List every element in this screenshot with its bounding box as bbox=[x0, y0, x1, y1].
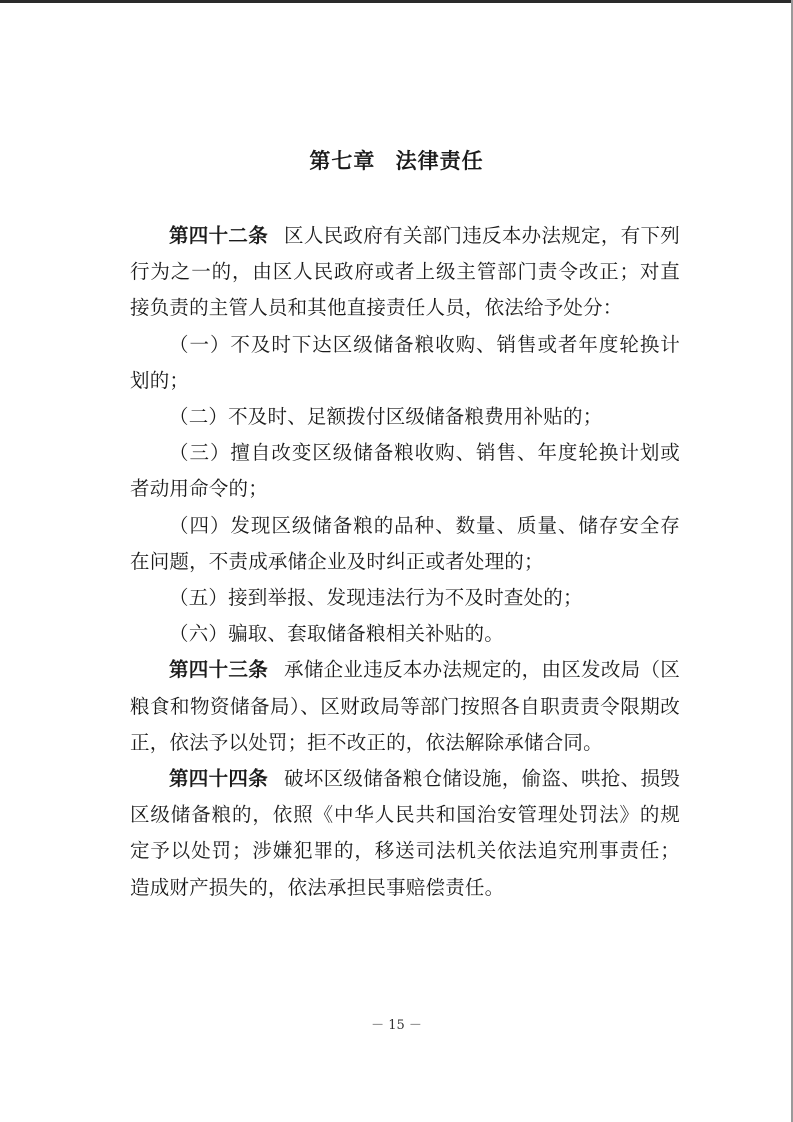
article-number: 第四十四条 bbox=[169, 767, 269, 791]
chapter-title: 第七章 法律责任 bbox=[309, 149, 484, 173]
clause-3 bbox=[130, 435, 680, 507]
article-number: 第四十二条 bbox=[169, 224, 269, 247]
clause-text: （五）接到举报、发现违法行为不及时查处的； bbox=[169, 586, 583, 610]
article-42 bbox=[130, 218, 680, 327]
body-text bbox=[130, 218, 680, 906]
clause-text: （二）不及时、足额拨付区级储备粮费用补贴的； bbox=[169, 405, 603, 429]
article-text: 破坏区级储备粮仓储设施，偷盗、哄抢、损毁区级储备粮的，依照《中华人民共和国治安管理处罚法》的规定予以处罚；涉嫌犯罪的，移送司法机关依法追究刑事责任；造成财产损失的，依法承担民事赔偿责任。 bbox=[130, 767, 680, 899]
clause-1 bbox=[130, 327, 680, 399]
page-number: － 15 － bbox=[371, 1018, 422, 1033]
clause-text: （四）发现区级储备粮的品种、数量、质量、储存安全存在问题，不责成承储企业及时纠正或者处理的； bbox=[130, 513, 680, 573]
scan-edge-top bbox=[0, 0, 793, 3]
clause-2 bbox=[130, 399, 680, 435]
clause-6 bbox=[130, 616, 680, 652]
article-number: 第四十三条 bbox=[169, 658, 269, 682]
clause-text: （三）擅自改变区级储备粮收购、销售、年度轮换计划或者动用命令的； bbox=[130, 441, 680, 501]
clause-4 bbox=[130, 508, 680, 580]
article-text: 区人民政府有关部门违反本办法规定，有下列行为之一的，由区人民政府或者上级主管部门责令改正；对直接负责的主管人员和其他直接责任人员，依法给予处分： bbox=[130, 224, 680, 320]
article-text: 承储企业违反本办法规定的，由区发改局（区粮食和物资储备局）、区财政局等部门按照各自职责责令限期改正，依法予以处罚；拒不改正的，依法解除承储合同。 bbox=[130, 658, 680, 754]
clause-text: （一）不及时下达区级储备粮收购、销售或者年度轮换计划的； bbox=[130, 332, 680, 392]
clause-5 bbox=[130, 580, 680, 616]
clause-text: （六）骗取、套取储备粮相关补贴的。 bbox=[169, 622, 504, 646]
article-43 bbox=[130, 652, 680, 761]
article-44 bbox=[130, 761, 680, 906]
